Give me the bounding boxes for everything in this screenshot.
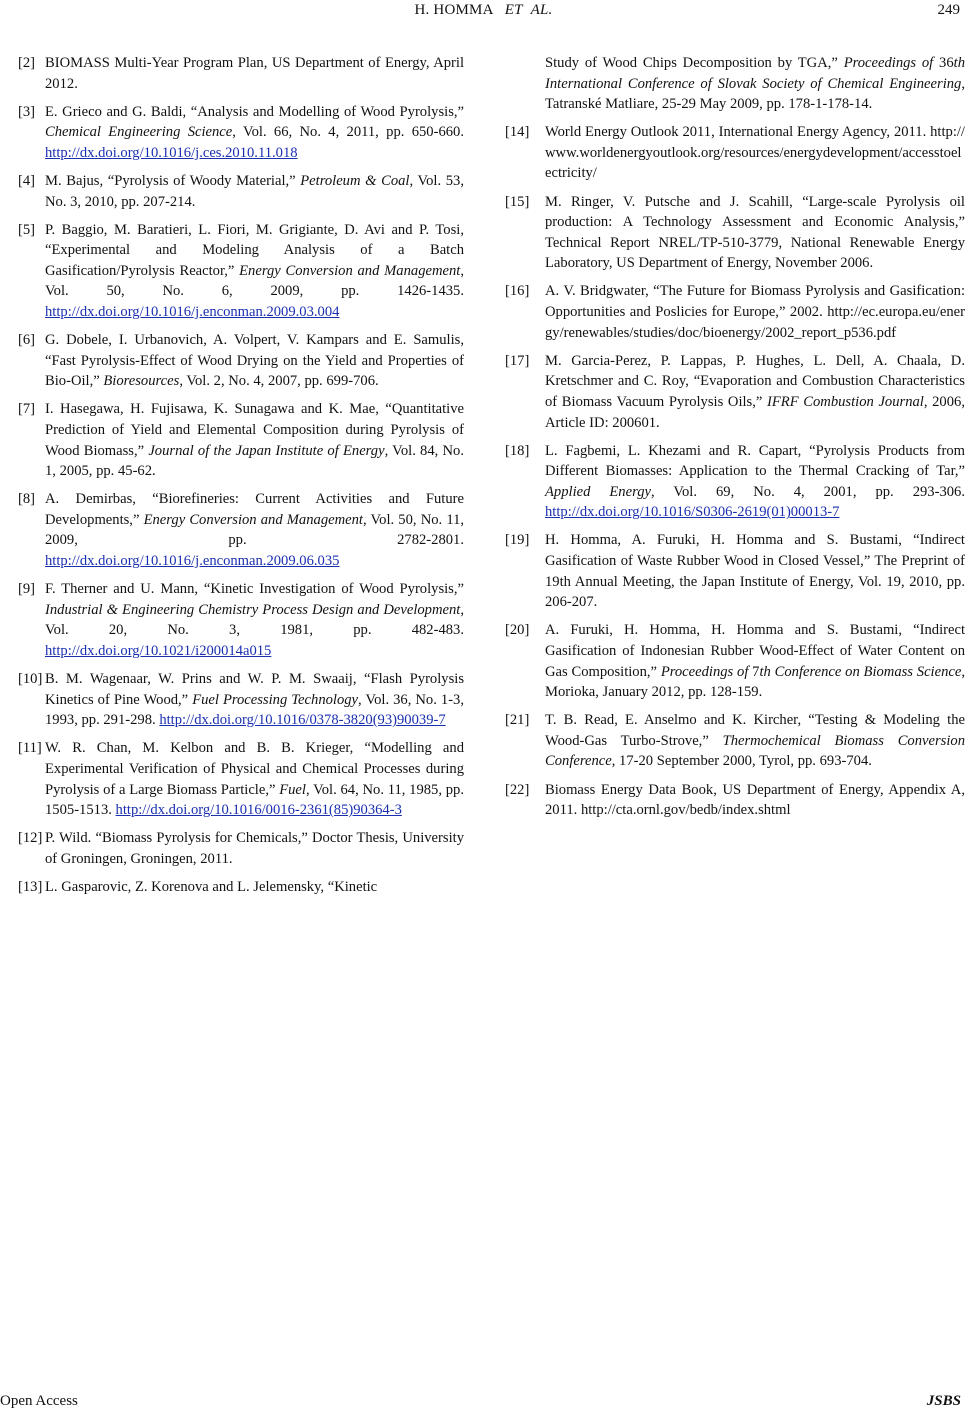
reference-text	[545, 351, 965, 433]
page-footer	[0, 1393, 967, 1415]
reference-text	[45, 53, 464, 94]
reference-segment: BIOMASS Multi-Year Program Plan, US Department of Energy, April 2012.	[45, 55, 464, 92]
doi-link[interactable]: http://dx.doi.org/10.1016/j.ces.2010.11.018	[45, 144, 298, 161]
reference-item	[18, 220, 464, 323]
reference-text	[45, 102, 464, 164]
reference-italic-title: Applied Energy	[545, 483, 651, 500]
reference-text	[545, 710, 965, 772]
reference-number: [14]	[505, 124, 530, 141]
reference-italic-title: Proceedings of	[660, 663, 749, 680]
page-number: 249	[937, 2, 960, 18]
reference-item	[505, 351, 965, 433]
running-header	[0, 0, 967, 24]
reference-segment: World Energy Outlook 2011, International Energy Agency, 2011.	[545, 124, 931, 141]
reference-italic-title: Petroleum & Coal	[300, 172, 410, 189]
reference-segment: , Vol. 2, No. 4, 2007, pp. 699-706.	[179, 373, 379, 390]
reference-segment: T. B. Read, E. Anselmo and K. Kircher, “Testing & Modeling the Wood-Gas Turbo-Strove,”	[545, 712, 965, 749]
reference-item	[505, 620, 965, 702]
reference-segment: , Vol. 20, No. 3, 1981, pp. 482-483.	[45, 601, 464, 639]
reference-segment: W. R. Chan, M. Kelbon and B. B. Krieger, “Modelling and Experimental Verification of Physical and Chemical Processes during Pyrolysis of a Large Biomass Particle,”	[45, 740, 464, 798]
journal-abbreviation: JSBS	[926, 1393, 961, 1409]
reference-segment: M. Garcia-Perez, P. Lappas, P. Hughes, L. Dell, A. Chaala, D. Kretschmer and C. Roy, “Evaporation and Combustion Characteristics of Biomass Vacuum Pyrolysis Oils,”	[545, 352, 965, 410]
reference-segment: B. M. Wagenaar, W. Prins and W. P. M. Swaaij, “Flash Pyrolysis Kinetics of Pine Wood,”	[45, 671, 464, 708]
reference-item	[505, 53, 965, 115]
reference-text	[545, 192, 965, 274]
reference-italic-title: th Conference on Biomass Science	[759, 663, 962, 680]
reference-item	[505, 530, 965, 612]
reference-text	[545, 122, 965, 184]
reference-segment: H. Homma, A. Furuki, H. Homma and S. Bustami, “Indirect Gasification of Waste Rubber Wood in Closed Vessel,” The Preprint of 19th Annual Meeting, the Japan Institute of Energy, Vol. 19, 2010, pp. 206-207.	[545, 532, 965, 611]
reference-number: [15]	[505, 193, 530, 210]
reference-item	[18, 399, 464, 481]
reference-number: [19]	[505, 532, 530, 549]
reference-segment: E. Grieco and G. Baldi, “Analysis and Modelling of Wood Pyrolysis,”	[45, 103, 464, 120]
reference-segment: , Vol. 66, No. 4, 2011, pp. 650-660.	[232, 124, 464, 141]
reference-number: [17]	[505, 352, 530, 369]
reference-text	[545, 530, 965, 612]
reference-item	[18, 669, 464, 731]
reference-number: [21]	[505, 712, 530, 729]
reference-text	[45, 828, 464, 869]
reference-item	[505, 122, 965, 184]
doi-link[interactable]: http://dx.doi.org/10.1016/S0306-2619(01)00013-7	[545, 504, 840, 521]
reference-item	[18, 171, 464, 212]
reference-italic-title: Thermochemical Biomass Conversion Conference	[545, 732, 965, 770]
reference-item	[18, 53, 464, 94]
header-et: ET	[504, 2, 523, 18]
reference-item	[505, 192, 965, 274]
reference-number: [22]	[505, 781, 530, 798]
reference-segment: L. Gasparovic, Z. Korenova and L. Jelemensky, “Kinetic	[45, 878, 378, 895]
reference-segment: M. Ringer, V. Putsche and J. Scahill, “Large-scale Pyrolysis oil production: A Technology Assessment and Economic Analysis,” Technical Report NREL/TP-510-3779, National Renewable Energy Laboratory, US Department of Energy, November 2006.	[545, 193, 965, 272]
reference-italic-title: Bioresources	[103, 373, 180, 390]
reference-item	[18, 102, 464, 164]
reference-segment: Biomass Energy Data Book, US Department of Energy, Appendix A, 2011. http://cta.ornl.gov/bedb/index.shtml	[545, 781, 965, 819]
reference-item	[505, 780, 965, 821]
reference-text	[545, 620, 965, 702]
reference-text	[45, 489, 464, 571]
reference-number: [7]	[18, 401, 36, 418]
reference-number: [13]	[18, 878, 43, 895]
reference-italic-title: Chemical Engineering Science	[45, 124, 233, 141]
reference-text	[45, 877, 464, 898]
reference-text	[45, 171, 464, 212]
reference-segment: L. Fagbemi, L. Khezami and R. Capart, “Pyrolysis Products from Different Biomasses: Application to the Thermal Cracking of Tar,”	[545, 442, 965, 480]
reference-number: [4]	[18, 172, 36, 189]
reference-segment: , Vol. 36, No. 1-3, 1993, pp. 291-298.	[45, 691, 465, 729]
reference-italic-title: Fuel	[279, 781, 306, 798]
reference-segment: , Vol. 50, No. 11, 2009, pp. 2782-2801.	[45, 511, 465, 549]
reference-text	[545, 780, 965, 821]
reference-item	[18, 828, 464, 869]
reference-italic-title: Journal of the Japan Institute of Energy	[148, 442, 385, 459]
reference-number: [12]	[18, 830, 43, 847]
reference-segment: I. Hasegawa, H. Fujisawa, K. Sunagawa and K. Mae, “Quantitative Prediction of Yield and Elemental Composition during Pyrolysis of Wood Biomass,”	[45, 401, 464, 459]
running-title	[0, 2, 967, 19]
reference-segment: A. Furuki, H. Homma, H. Homma and S. Bustami, “Indirect Gasification of Indonesian Rubber Wood-Effect of Water Content on Gas Composition,”	[545, 622, 965, 680]
doi-link[interactable]: http://dx.doi.org/10.1021/i200014a015	[45, 642, 272, 659]
references-right-column	[505, 53, 965, 828]
reference-segment: , 17-20 September 2000, Tyrol, pp. 693-704.	[611, 753, 872, 770]
reference-italic-title: Energy Conversion and Management	[239, 262, 461, 279]
reference-item	[18, 579, 464, 661]
reference-number: [10]	[18, 671, 43, 688]
reference-segment: , Vol. 84, No. 1, 2005, pp. 45-62.	[45, 442, 464, 480]
reference-number: [16]	[505, 283, 530, 300]
reference-item	[505, 710, 965, 772]
reference-item	[18, 738, 464, 820]
reference-url: http://www.worldenergyoutlook.org/resources/energydevelopment/accesstoelectricity/	[545, 124, 965, 182]
reference-segment: 7	[748, 663, 760, 680]
reference-italic-title: Energy Conversion and Management	[143, 511, 363, 528]
header-author: H. HOMMA	[414, 2, 493, 18]
reference-italic-title: IFRF Combustion Journal	[767, 393, 924, 410]
header-al: AL.	[530, 2, 553, 18]
reference-number: [3]	[18, 103, 36, 120]
reference-number: [2]	[18, 55, 36, 71]
reference-italic-title: Proceedings of	[843, 55, 934, 71]
reference-text	[45, 399, 464, 481]
reference-number: [8]	[18, 491, 36, 508]
reference-number: [9]	[18, 581, 36, 598]
doi-link[interactable]: http://dx.doi.org/10.1016/0378-3820(93)90039-7	[159, 712, 446, 729]
reference-segment: , Vol. 69, No. 4, 2001, pp. 293-306.	[650, 483, 965, 500]
reference-number: [11]	[18, 740, 42, 757]
reference-segment: A. V. Bridgwater, “The Future for Biomass Pyrolysis and Gasification: Opportunities and Poslicies for Europe,” 2002.	[545, 283, 965, 321]
reference-italic-title: Fuel Processing Technology	[192, 691, 359, 708]
reference-number: [5]	[18, 221, 36, 238]
reference-url: http://ec.europa.eu/energy/renewables/studies/doc/bioenergy/2002_report_p536.pdf	[545, 304, 965, 341]
reference-segment: 36	[933, 55, 954, 71]
reference-text	[545, 53, 965, 115]
reference-text	[545, 441, 965, 523]
reference-item	[18, 330, 464, 392]
reference-italic-title: th International Conference of Slovak Society of Chemical Engineering	[545, 55, 965, 92]
reference-segment: , Tatranské Matliare, 25-29 May 2009, pp. 178-1-178-14.	[545, 75, 965, 113]
reference-text	[545, 281, 965, 343]
doi-link[interactable]: http://dx.doi.org/10.1016/j.enconman.2009.06.035	[45, 553, 340, 570]
reference-item	[18, 877, 464, 898]
doi-link[interactable]: http://dx.doi.org/10.1016/j.enconman.2009.03.004	[45, 304, 340, 321]
reference-item	[505, 281, 965, 343]
reference-text	[45, 220, 464, 323]
reference-item	[18, 489, 464, 571]
reference-segment: P. Baggio, M. Baratieri, L. Fiori, M. Grigiante, D. Avi and P. Tosi, “Experimental and Modeling Analysis of a Batch Gasification/Pyrolysis Reactor,”	[45, 221, 464, 279]
reference-text	[45, 669, 464, 731]
reference-number: [20]	[505, 622, 530, 639]
reference-segment: , Vol. 50, No. 6, 2009, pp. 1426-1435.	[45, 262, 464, 300]
reference-italic-title: Industrial & Engineering Chemistry Process Design and Development	[45, 601, 461, 618]
reference-segment: , Morioka, January 2012, pp. 128-159.	[545, 663, 965, 701]
reference-text	[45, 738, 464, 820]
reference-segment: Study of Wood Chips Decomposition by TGA,”	[545, 55, 844, 71]
reference-segment: G. Dobele, I. Urbanovich, A. Volpert, V. Kampars and E. Samulis, “Fast Pyrolysis-Effect of Wood Drying on the Yield and Properties of Bio-Oil,”	[45, 332, 464, 390]
reference-segment: F. Therner and U. Mann, “Kinetic Investigation of Wood Pyrolysis,”	[45, 581, 464, 598]
reference-segment: A. Demirbas, “Biorefineries: Current Activities and Future Developments,”	[45, 491, 464, 528]
doi-link[interactable]: http://dx.doi.org/10.1016/0016-2361(85)90364-3	[115, 802, 402, 819]
reference-segment: M. Bajus, “Pyrolysis of Woody Material,”	[45, 172, 301, 189]
reference-segment: P. Wild. “Biomass Pyrolysis for Chemicals,” Doctor Thesis, University of Groningen, Groningen, 2011.	[45, 830, 464, 867]
reference-segment: , Vol. 64, No. 11, 1985, pp. 1505-1513.	[45, 781, 464, 819]
reference-item	[505, 441, 965, 523]
reference-segment: , Vol. 53, No. 3, 2010, pp. 207-214.	[45, 172, 464, 210]
references-left-column	[18, 53, 464, 905]
reference-segment: , 2006, Article ID: 200601.	[545, 393, 965, 431]
reference-text	[45, 330, 464, 392]
open-access-label: Open Access	[0, 1393, 78, 1409]
reference-text	[45, 579, 464, 661]
reference-number: [6]	[18, 332, 36, 349]
reference-number: [18]	[505, 442, 530, 459]
